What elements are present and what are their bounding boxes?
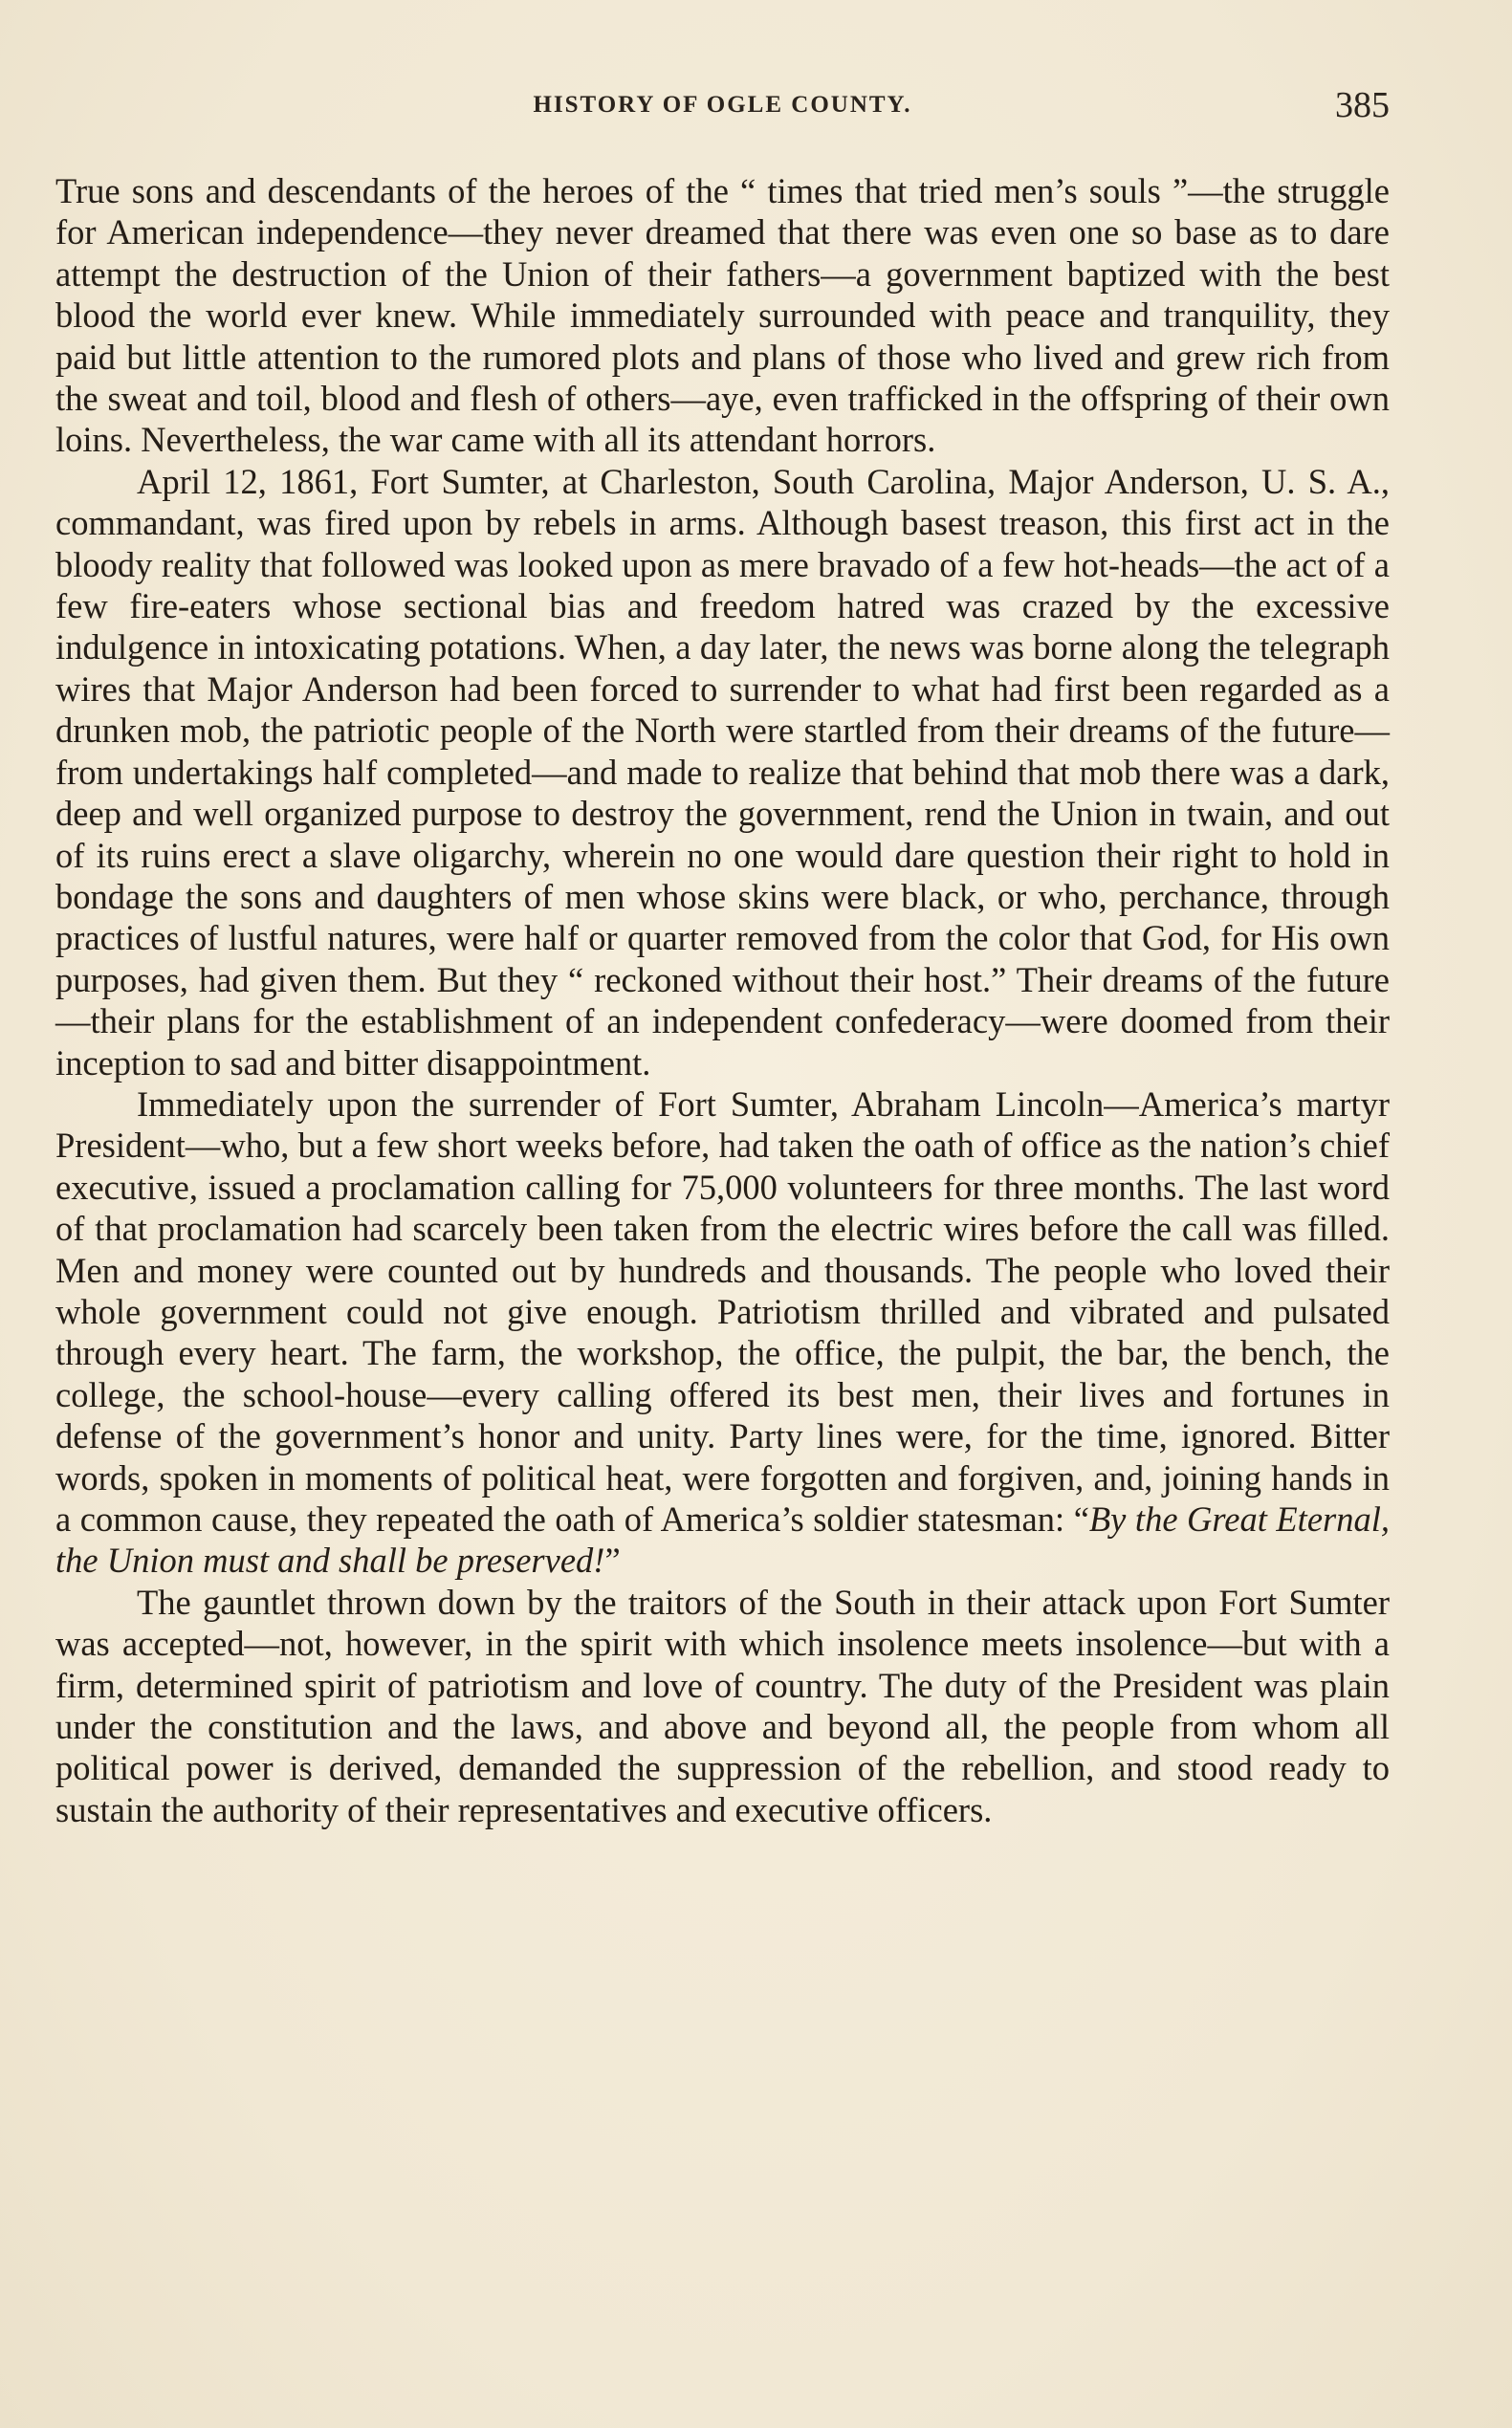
- lincoln-quote: By the Great Eternal, the Union must and shall be preserved!: [55, 1499, 1390, 1581]
- paragraph-2: April 12, 1861, Fort Sumter, at Charleston, South Carolina, Major Anderson, U. S. A., commandant, was fired upon by rebels in arms. Although basest treason, this first act in the bloody reality that followed was looked upon as mere bravado of a few hot-heads—the act of a few fire-eaters whose sectional bias and freedom hatred was crazed by the excessive indulgence in intoxicating potations. When, a day later, the news was borne along the telegraph wires that Major Anderson had been forced to surrender to what had first been regarded as a drunken mob, the patriotic people of the North were startled from their dreams of the future—from undertakings half completed—and made to realize that behind that mob there was a dark, deep and well organized purpose to destroy the government, rend the Union in twain, and out of its ruins erect a slave oligarchy, wherein no one would dare question their right to hold in bondage the sons and daughters of men whose skins were black, or who, perchance, through practices of lustful natures, were half or quarter removed from the color that God, for His own purposes, had given them. But they “ reckoned without their host.” Their dreams of the future—their plans for the establishment of an independent confederacy—were doomed from their inception to sad and bitter disappointment.: [55, 461, 1390, 1083]
- paragraph-3-text: Immediately upon the surrender of Fort Sumter, Abraham Lincoln—America’s martyr President—who, but a few short weeks before, had taken the oath of office as the nation’s chief executive, issued a proclamation calling for 75,000 volunteers for three months. The last word of that proclamation had scarcely been taken from the electric wires before the call was filled. Men and money were counted out by hundreds and thousands. The people who loved their whole government could not give enough. Patriotism thrilled and vibrated and pulsated through every heart. The farm, the workshop, the office, the pulpit, the bar, the bench, the college, the school-house—every calling offered its best men, their lives and fortunes in defense of the government’s honor and unity. Party lines were, for the time, ignored. Bitter words, spoken in moments of political heat, were forgotten and forgiven, and, joining hands in a common cause, they repeated the oath of America’s soldier statesman: “: [55, 1083, 1390, 1539]
- paragraph-1: True sons and descendants of the heroes of the “ times that tried men’s souls ”—the struggle for American independence—they never dreamed that there was even one so base as to dare attempt the destruction of the Union of their fathers—a government baptized with the best blood the world ever knew. While immediately surrounded with peace and tranquility, they paid but little attention to the rumored plots and plans of those who lived and grew rich from the sweat and toil, blood and flesh of others—aye, even trafficked in the offspring of their own loins. Nevertheless, the war came with all its attendant horrors.: [55, 171, 1390, 460]
- quote-close: ”: [604, 1541, 621, 1581]
- body-text: [55, 170, 1390, 1830]
- page-number: 385: [1335, 85, 1390, 125]
- running-head: HISTORY OF OGLE COUNTY.: [533, 92, 912, 118]
- paragraph-4: The gauntlet thrown down by the traitors of the South in their attack upon Fort Sumter was accepted—not, however, in the spirit with which insolence meets insolence—but with a firm, determined spirit of patriotism and love of country. The duty of the President was plain under the constitution and the laws, and above and beyond all, the people from whom all political power is derived, demanded the suppression of the rebellion, and stood ready to sustain the authority of their representatives and executive officers.: [55, 1582, 1390, 1829]
- page-header: [55, 84, 1390, 132]
- paragraph-3: [55, 1083, 1390, 1582]
